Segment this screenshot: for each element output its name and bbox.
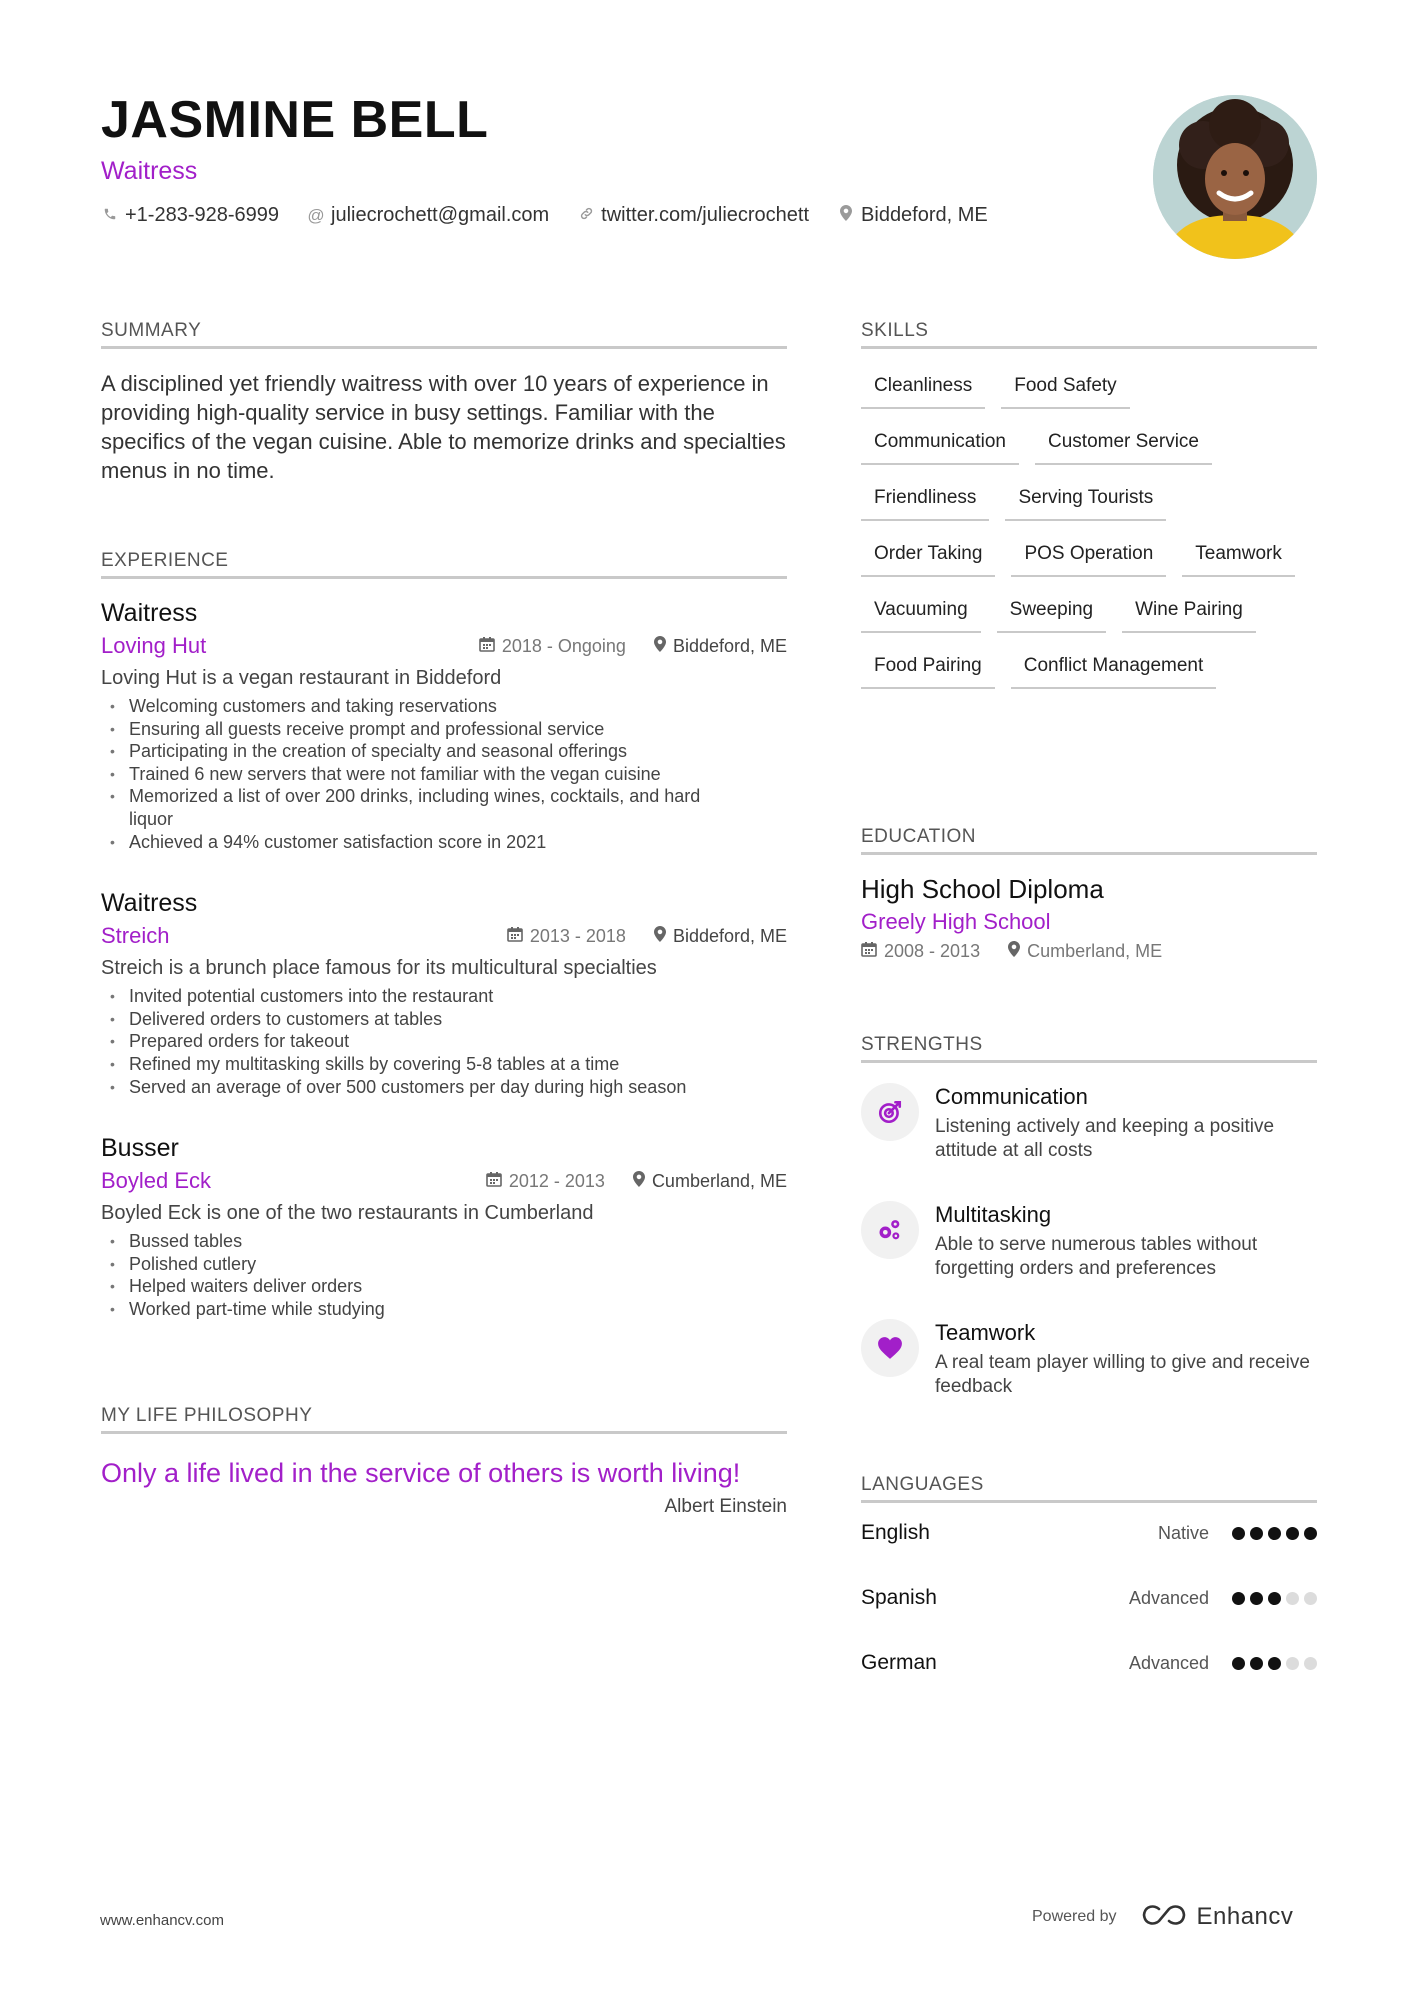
calendar-icon: [861, 941, 877, 962]
proficiency-dot-filled: [1268, 1657, 1281, 1670]
job-meta-row: [101, 633, 787, 659]
bullet-item: • Invited potential customers into the restaurant: [101, 985, 787, 1008]
skill-tag: Communication: [861, 423, 1019, 465]
school-name[interactable]: Greely High School: [861, 909, 1051, 934]
job-meta-row: [101, 923, 787, 949]
location-pin-icon: [633, 1171, 645, 1192]
footer-website[interactable]: www.enhancv.com: [100, 1912, 224, 1929]
strength-text: [935, 1083, 1317, 1163]
skill-tag: Wine Pairing: [1122, 591, 1256, 633]
heart-icon: [861, 1319, 919, 1377]
strength-description: A real team player willing to give and receive feedback: [935, 1352, 1310, 1397]
language-proficiency: [1158, 1523, 1317, 1544]
job-dates: [507, 926, 626, 947]
strengths-section: [861, 1034, 1317, 1399]
proficiency-dot-filled: [1250, 1592, 1263, 1605]
proficiency-dot-filled: [1268, 1592, 1281, 1605]
job-meta: [451, 636, 787, 657]
contact-email[interactable]: [307, 204, 549, 227]
job-location-text: Cumberland, ME: [651, 1170, 787, 1191]
skill-tag: Cleanliness: [861, 367, 985, 409]
experience-section: [101, 550, 787, 1321]
job-dates-text: 2012 - 2013: [508, 1170, 605, 1191]
skill-tag: Friendliness: [861, 479, 989, 521]
proficiency-dot-filled: [1232, 1527, 1245, 1540]
location-pin-icon: [654, 926, 666, 947]
degree-title: High School Diploma: [861, 874, 1104, 904]
contact-text: +1-283-928-6999: [125, 204, 280, 226]
strength-description: Listening actively and keeping a positive attitude at all costs: [935, 1116, 1275, 1161]
proficiency-dots: [1227, 1657, 1317, 1670]
bullet-item: • Ensuring all guests receive prompt and professional service: [101, 718, 787, 741]
quote-author: Albert Einstein: [664, 1496, 787, 1517]
language-name: English: [861, 1521, 930, 1544]
contact-text: juliecrochett@gmail.com: [331, 204, 550, 226]
job-location-text: Biddeford, ME: [672, 635, 787, 656]
phone-icon: [101, 206, 119, 226]
job-bullets: [101, 985, 787, 1098]
experience-entry: [101, 597, 787, 853]
job-meta: [479, 926, 787, 947]
language-level: Advanced: [1128, 1652, 1209, 1673]
target-icon: [861, 1083, 919, 1141]
proficiency-dot-empty: [1304, 1592, 1317, 1605]
education-dates: [861, 941, 980, 962]
strength-text: [935, 1319, 1317, 1399]
proficiency-dot-filled: [1250, 1657, 1263, 1670]
bullet-item: • Trained 6 new servers that were not familiar with the vegan cuisine: [101, 763, 787, 786]
job-location: [633, 1171, 787, 1192]
brand-name: Enhancv: [1196, 1903, 1294, 1930]
calendar-icon: [479, 636, 495, 657]
language-level: Advanced: [1128, 1587, 1209, 1608]
language-item: [861, 1582, 1317, 1614]
job-bullets: [101, 695, 787, 853]
language-name: Spanish: [861, 1586, 937, 1609]
section-heading: LANGUAGES: [861, 1474, 1317, 1503]
candidate-title: Waitress: [101, 157, 198, 185]
contact-row: [101, 204, 1101, 227]
strength-item: [861, 1083, 1317, 1163]
education-location: [1008, 941, 1162, 962]
contact-link[interactable]: [577, 204, 809, 227]
proficiency-dot-empty: [1304, 1657, 1317, 1670]
strength-title: Teamwork: [935, 1320, 1036, 1345]
job-location-text: Biddeford, ME: [672, 925, 787, 946]
resume-header: [101, 86, 1101, 227]
location-pin-icon: [837, 205, 855, 226]
job-meta: [458, 1171, 787, 1192]
job-description: Boyled Eck is one of the two restaurants in Cumberland: [101, 1202, 594, 1225]
job-description: Streich is a brunch place famous for its multicultural specialties: [101, 957, 657, 980]
bullet-item: • Achieved a 94% customer satisfaction score in 2021: [101, 831, 787, 854]
section-heading: MY LIFE PHILOSOPHY: [101, 1405, 787, 1434]
company-name[interactable]: Boyled Eck: [101, 1168, 212, 1194]
calendar-icon: [507, 926, 523, 947]
bullet-item: • Welcoming customers and taking reservations: [101, 695, 787, 718]
bullet-item: • Served an average of over 500 customers per day during high season: [101, 1076, 787, 1099]
language-item: [861, 1647, 1317, 1679]
job-dates: [479, 636, 626, 657]
skill-tag: Conflict Management: [1011, 647, 1217, 689]
bullet-item: • Memorized a list of over 200 drinks, including wines, cocktails, and hard liquor: [101, 785, 787, 830]
education-section: [861, 826, 1317, 962]
skill-tag: Food Safety: [1001, 367, 1129, 409]
proficiency-dot-filled: [1268, 1527, 1281, 1540]
skill-tag: Vacuuming: [861, 591, 981, 633]
skill-tag: Teamwork: [1182, 535, 1295, 577]
section-heading: EXPERIENCE: [101, 550, 787, 579]
bullet-item: • Refined my multitasking skills by covering 5-8 tables at a time: [101, 1053, 787, 1076]
bullet-item: • Prepared orders for takeout: [101, 1030, 787, 1053]
philosophy-section: [101, 1405, 787, 1518]
language-proficiency: [1129, 1653, 1317, 1674]
avatar: [1153, 95, 1317, 259]
skill-tag: POS Operation: [1011, 535, 1166, 577]
company-name[interactable]: Loving Hut: [101, 633, 207, 658]
languages-section: [861, 1474, 1317, 1679]
proficiency-dot-empty: [1286, 1592, 1299, 1605]
skill-tag: Sweeping: [997, 591, 1106, 633]
job-description: Loving Hut is a vegan restaurant in Biddeford: [101, 667, 502, 689]
education-location-text: Cumberland, ME: [1027, 941, 1163, 961]
bullet-item: • Helped waiters deliver orders: [101, 1275, 787, 1298]
powered-by-label: Powered by: [1032, 1908, 1117, 1925]
location-pin-icon: [654, 636, 666, 657]
job-meta-row: [101, 1168, 787, 1194]
skills-section: [861, 320, 1317, 703]
at-icon: @: [307, 205, 325, 225]
strength-title: Communication: [935, 1084, 1088, 1109]
job-dates-text: 2013 - 2018: [529, 925, 626, 946]
strength-title: Multitasking: [935, 1202, 1052, 1227]
job-title: Busser: [101, 1134, 179, 1163]
summary-section: [101, 320, 787, 485]
proficiency-dot-filled: [1232, 1592, 1245, 1605]
education-dates-text: 2008 - 2013: [884, 941, 981, 961]
bullet-item: • Participating in the creation of specialty and seasonal offerings: [101, 740, 787, 763]
education-meta: [861, 941, 1317, 962]
proficiency-dot-filled: [1250, 1527, 1263, 1540]
bullet-item: • Worked part-time while studying: [101, 1298, 787, 1321]
strength-description: Able to serve numerous tables without forgetting orders and preferences: [935, 1234, 1258, 1279]
location-pin-icon: [1008, 941, 1020, 962]
proficiency-dot-filled: [1232, 1657, 1245, 1670]
job-dates: [486, 1171, 605, 1192]
bullet-item: • Delivered orders to customers at tables: [101, 1008, 787, 1031]
job-title: Waitress: [101, 599, 198, 627]
language-name: German: [861, 1651, 937, 1674]
strength-item: [861, 1201, 1317, 1281]
section-heading: EDUCATION: [861, 826, 1317, 855]
bullet-item: • Bussed tables: [101, 1230, 787, 1253]
gears-icon: [861, 1201, 919, 1259]
contact-text: Biddeford, ME: [861, 204, 988, 226]
language-level: Native: [1157, 1522, 1209, 1543]
section-heading: STRENGTHS: [861, 1034, 1317, 1063]
skill-tag: Food Pairing: [861, 647, 995, 689]
footer-branding[interactable]: [1032, 1903, 1293, 1931]
experience-entry: [101, 887, 787, 1098]
skill-tag: Order Taking: [861, 535, 995, 577]
company-name[interactable]: Streich: [101, 923, 170, 949]
proficiency-dot-filled: [1286, 1527, 1299, 1540]
language-item: [861, 1517, 1317, 1549]
skill-tag: Customer Service: [1035, 423, 1212, 465]
proficiency-dots: [1227, 1527, 1317, 1540]
contact-text: twitter.com/juliecrochett: [601, 204, 810, 226]
skill-tag: Serving Tourists: [1005, 479, 1166, 521]
strength-item: [861, 1319, 1317, 1399]
contact-phone[interactable]: [101, 204, 279, 227]
job-title: Waitress: [101, 889, 198, 918]
section-heading: SKILLS: [861, 320, 1317, 349]
proficiency-dots: [1227, 1592, 1317, 1605]
calendar-icon: [486, 1171, 502, 1192]
job-location: [654, 926, 787, 947]
contact-location: [837, 204, 988, 227]
proficiency-dot-empty: [1286, 1657, 1299, 1670]
job-location: [654, 636, 787, 657]
proficiency-dot-filled: [1304, 1527, 1317, 1540]
job-dates-text: 2018 - Ongoing: [501, 635, 626, 656]
strength-text: [935, 1201, 1317, 1281]
candidate-name: JASMINE BELL: [101, 91, 489, 149]
enhancv-logo-icon: [1141, 1904, 1187, 1931]
experience-entry: [101, 1132, 787, 1320]
skills-list: [861, 367, 1317, 703]
summary-text: A disciplined yet friendly waitress with over 10 years of experience in providing high-quality service in busy settings. Familiar with the specifics of the vegan cuisine. Able to memorize drinks and specialties menus in no time.: [101, 371, 786, 483]
link-icon: [577, 206, 595, 226]
language-proficiency: [1129, 1588, 1317, 1609]
philosophy-quote: Only a life lived in the service of others is worth living!: [101, 1458, 741, 1488]
job-bullets: [101, 1230, 787, 1320]
section-heading: SUMMARY: [101, 320, 787, 349]
bullet-item: • Polished cutlery: [101, 1253, 787, 1276]
